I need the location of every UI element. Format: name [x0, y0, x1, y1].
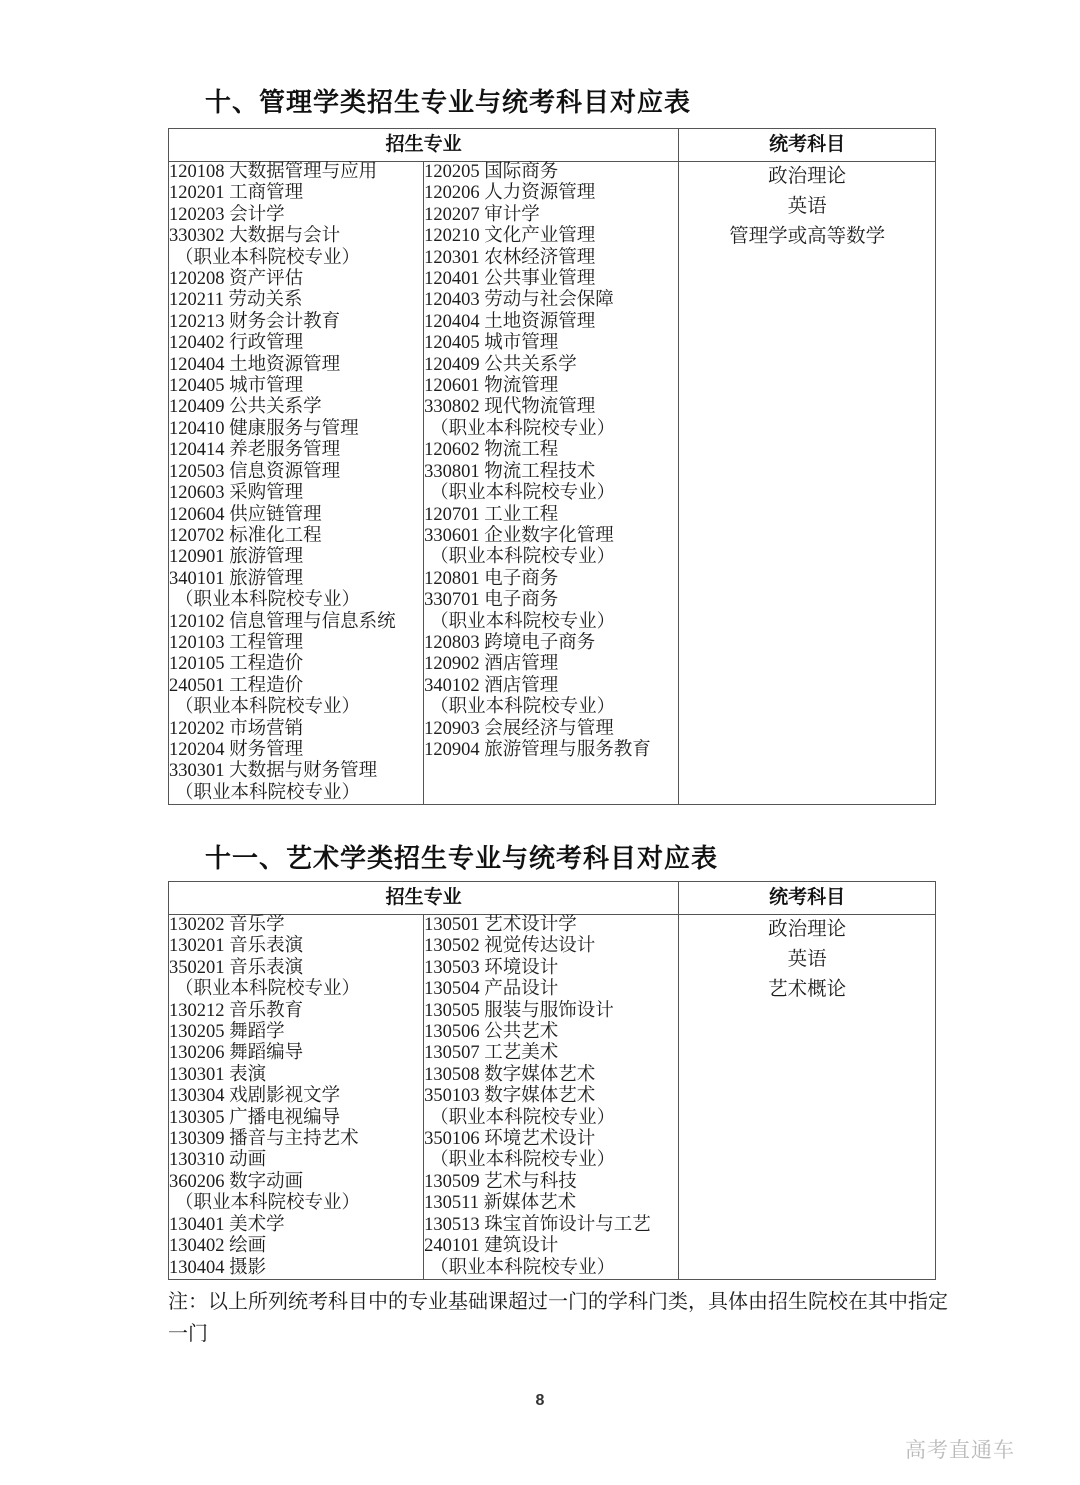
major-entry: （职业本科院校专业） [175, 697, 361, 718]
major-entry: 330301 大数据与财务管理 [169, 761, 378, 782]
major-entry: 120211 劳动关系 [169, 290, 303, 311]
major-entry: （职业本科院校专业） [175, 979, 361, 1000]
major-entry: 120901 旅游管理 [169, 547, 304, 568]
major-entry: 120402 行政管理 [169, 333, 304, 354]
major-entry: 130503 环境设计 [424, 957, 559, 978]
major-entry: 350106 环境艺术设计 [424, 1129, 596, 1150]
major-entry: 130401 美术学 [169, 1214, 285, 1235]
major-entry: 130206 舞蹈编导 [169, 1043, 304, 1064]
major-entry: 130310 动画 [169, 1150, 267, 1171]
exam-subject: 英语 [787, 949, 827, 970]
major-entry: 120904 旅游管理与服务教育 [424, 739, 651, 760]
major-entry: 120210 文化产业管理 [424, 226, 596, 247]
major-entry: 130509 艺术与科技 [424, 1171, 577, 1192]
header-exam-subjects: 统考科目 [679, 129, 936, 162]
major-entry: 120108 大数据管理与应用 [169, 162, 378, 182]
major-entry: 120105 工程造价 [169, 654, 304, 675]
major-entry: 120414 养老服务管理 [169, 440, 341, 461]
major-entry: （职业本科院校专业） [430, 1150, 616, 1171]
exam-subject: 政治理论 [768, 166, 847, 187]
major-entry: 240101 建筑设计 [424, 1236, 559, 1257]
major-entry: （职业本科院校专业） [430, 418, 616, 439]
major-entry: 120404 土地资源管理 [169, 354, 341, 375]
major-entry: 130505 服装与服饰设计 [424, 1000, 614, 1021]
major-entry: 120102 信息管理与信息系统 [169, 611, 396, 632]
management-majors-table [168, 128, 936, 805]
table-header-row [169, 129, 936, 162]
major-entry: 360206 数字动画 [169, 1171, 304, 1192]
major-entry: 130404 摄影 [169, 1257, 267, 1278]
major-entry: 330302 大数据与会计 [169, 226, 341, 247]
major-entry: （职业本科院校专业） [430, 611, 616, 632]
major-entry: 120409 公共关系学 [424, 354, 577, 375]
exam-subject-lines [679, 915, 935, 1005]
section-title-arts: 十一、艺术学类招生专业与统考科目对应表 [205, 843, 719, 873]
major-entry: 130212 音乐教育 [169, 1000, 304, 1021]
major-entry: 130501 艺术设计学 [424, 915, 577, 935]
watermark-logo: 高考直通车 [905, 1439, 1015, 1462]
major-entry: 120409 公共关系学 [169, 397, 322, 418]
major-entry: （职业本科院校专业） [175, 1193, 361, 1214]
major-list-right [424, 915, 678, 1279]
major-entry: （职业本科院校专业） [430, 1257, 616, 1278]
major-entry: 120301 农林经济管理 [424, 247, 596, 268]
major-entry: 120103 工程管理 [169, 632, 304, 653]
major-entry: 130201 音乐表演 [169, 936, 304, 957]
major-entry: （职业本科院校专业） [175, 590, 361, 611]
major-entry: 120403 劳动与社会保障 [424, 290, 614, 311]
major-entry: 120902 酒店管理 [424, 654, 559, 675]
major-entry: 120203 会计学 [169, 204, 285, 225]
major-entry: 120603 采购管理 [169, 483, 304, 504]
exam-subject: 管理学或高等数学 [729, 226, 886, 247]
exam-subject: 英语 [787, 196, 827, 217]
major-entry: （职业本科院校专业） [430, 547, 616, 568]
major-entry: 120702 标准化工程 [169, 525, 322, 546]
major-entry: 130502 视觉传达设计 [424, 936, 596, 957]
major-entry: 330801 物流工程技术 [424, 461, 596, 482]
page-number: 8 [535, 1392, 545, 1409]
major-entry: 120204 财务管理 [169, 739, 304, 760]
major-entry: 120410 健康服务与管理 [169, 418, 359, 439]
header-exam-subjects: 统考科目 [679, 882, 936, 915]
major-entry: 130309 播音与主持艺术 [169, 1129, 359, 1150]
major-entry: 120201 工商管理 [169, 183, 304, 204]
major-entry: 120602 物流工程 [424, 440, 559, 461]
major-entry: 130506 公共艺术 [424, 1022, 559, 1043]
major-entry: （职业本科院校专业） [430, 697, 616, 718]
majors-column-right [424, 915, 679, 1280]
exam-subject: 政治理论 [768, 919, 847, 940]
major-entry: 120205 国际商务 [424, 162, 559, 182]
major-entry: 120601 物流管理 [424, 376, 559, 397]
arts-majors-table [168, 881, 936, 1280]
major-list-left [169, 915, 423, 1279]
major-list-right [424, 162, 678, 761]
major-entry: （职业本科院校专业） [175, 247, 361, 268]
major-entry: （职业本科院校专业） [430, 1107, 616, 1128]
major-entry: 120604 供应链管理 [169, 504, 322, 525]
major-entry: 130301 表演 [169, 1064, 267, 1085]
exam-subjects-cell [679, 162, 936, 805]
major-entry: 340102 酒店管理 [424, 675, 559, 696]
major-entry: 130304 戏剧影视文学 [169, 1086, 341, 1107]
major-entry: 120405 城市管理 [169, 376, 304, 397]
major-entry: 120207 审计学 [424, 204, 540, 225]
major-entry: 340101 旅游管理 [169, 568, 304, 589]
table-header-row [169, 882, 936, 915]
major-entry: 130513 珠宝首饰设计与工艺 [424, 1214, 651, 1235]
major-entry: 120208 资产评估 [169, 269, 304, 290]
major-entry: 240501 工程造价 [169, 675, 304, 696]
major-entry: 350103 数字媒体艺术 [424, 1086, 596, 1107]
major-list-left [169, 162, 423, 804]
major-entry: 330601 企业数字化管理 [424, 525, 614, 546]
major-entry: 120803 跨境电子商务 [424, 632, 596, 653]
major-entry: 130511 新媒体艺术 [424, 1193, 577, 1214]
major-entry: 120401 公共事业管理 [424, 269, 596, 290]
majors-column-right [424, 162, 679, 805]
exam-subjects-cell [679, 915, 936, 1280]
header-majors: 招生专业 [169, 882, 679, 915]
major-entry: 330802 现代物流管理 [424, 397, 596, 418]
exam-subject: 艺术概论 [768, 979, 847, 1000]
major-entry: 330701 电子商务 [424, 590, 559, 611]
major-entry: 130507 工艺美术 [424, 1043, 559, 1064]
major-entry: 120503 信息资源管理 [169, 461, 341, 482]
major-entry: 120206 人力资源管理 [424, 183, 596, 204]
major-entry: （职业本科院校专业） [430, 483, 616, 504]
table-body-row [169, 915, 936, 1280]
major-entry: 130504 产品设计 [424, 979, 559, 1000]
major-entry: 350201 音乐表演 [169, 957, 304, 978]
major-entry: 120404 土地资源管理 [424, 311, 596, 332]
major-entry: 120202 市场营销 [169, 718, 304, 739]
section-title-management: 十、管理学类招生专业与统考科目对应表 [205, 87, 692, 117]
major-entry: 130305 广播电视编导 [169, 1107, 341, 1128]
major-entry: （职业本科院校专业） [175, 782, 361, 803]
table-body-row [169, 162, 936, 805]
header-majors: 招生专业 [169, 129, 679, 162]
majors-column-left [169, 915, 424, 1280]
major-entry: 130202 音乐学 [169, 915, 285, 935]
major-entry: 130402 绘画 [169, 1236, 267, 1257]
exam-subject-lines [679, 162, 935, 252]
major-entry: 130205 舞蹈学 [169, 1022, 285, 1043]
major-entry: 120701 工业工程 [424, 504, 559, 525]
major-entry: 120903 会展经济与管理 [424, 718, 614, 739]
major-entry: 130508 数字媒体艺术 [424, 1064, 596, 1085]
major-entry: 120801 电子商务 [424, 568, 559, 589]
table-footnote: 注：以上所列统考科目中的专业基础课超过一门的学科门类，具体由招生院校在其中指定一门 [168, 1291, 948, 1345]
major-entry: 120213 财务会计教育 [169, 311, 341, 332]
major-entry: 120405 城市管理 [424, 333, 559, 354]
majors-column-left [169, 162, 424, 805]
